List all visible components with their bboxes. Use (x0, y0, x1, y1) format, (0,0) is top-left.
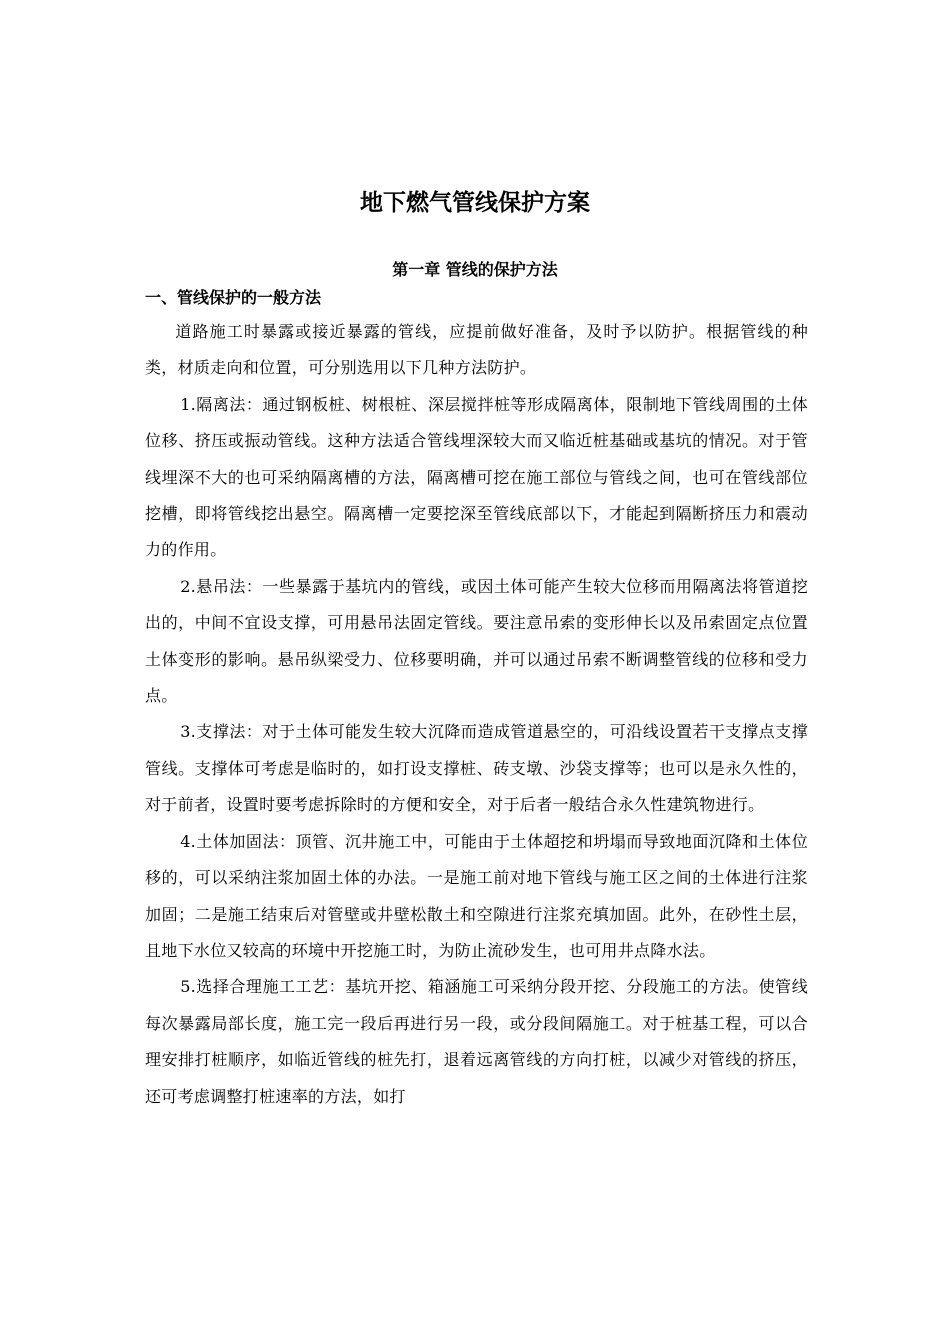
chapter-title: 第一章 管线的保护方法 (392, 260, 558, 279)
document-title: 地下燃气管线保护方案 (360, 189, 590, 216)
paragraph-construction-process: 5.选择合理施工工艺：基坑开挖、箱涵施工可采纳分段开挖、分段施工的方法。使管线每次暴露局部长度，施工完一段后再进行另一段，或分段间隔施工。对于桩基工程，可以合理安排打桩顺序，如临近管线的桩先打，退着远离管线的方向打桩，以减少对管线的挤压，还可考虑调整打桩速率的方法，如打 (145, 977, 808, 1106)
document-body (145, 314, 808, 1115)
paragraph-intro: 道路施工时暴露或接近暴露的管线，应提前做好准备，及时予以防护。根据管线的种类，材质走向和位置，可分别选用以下几种方法防护。 (145, 322, 808, 378)
paragraph-soil-reinforcement-method: 4.土体加固法：顶管、沉井施工中，可能由于土体超挖和坍塌而导致地面沉降和土体位移的，可以采纳注浆加固土体的办法。一是施工前对地下管线与施工区之间的土体进行注浆加固；二是施工结束后对管壁或井壁松散土和空隙进行注浆充填加固。此外，在砂性土层， 且地下水位又较高的环境中开挖施工时，为防止流砂发生，也可用井点降水法。 (145, 831, 808, 960)
paragraph-isolation-method: 1.隔离法：通过钢板桩、树根桩、深层搅拌桩等形成隔离体，限制地下管线周围的土体位移、挤压或振动管线。这种方法适合管线埋深较大而又临近桩基础或基坑的情况。对于管线埋深不大的也可采纳隔离槽的方法，隔离槽可挖在施工部位与管线之间，也可在管线部位挖槽，即将管线挖出悬空。隔离槽一定要挖深至管线底部以下，才能起到隔断挤压力和震动力的作用。 (145, 394, 808, 560)
paragraph-support-method: 3.支撑法：对于土体可能发生较大沉降而造成管道悬空的，可沿线设置若干支撑点支撑管线。支撑体可考虑是临时的，如打设支撑桩、砖支墩、沙袋支撑等；也可以是永久性的，对于前者，设置时要考虑拆除时的方便和安全，对于后者一般结合永久性建筑物进行。 (145, 722, 808, 815)
section-title: 一、管线保护的一般方法 (145, 288, 322, 307)
paragraph-suspension-method: 2.悬吊法：一些暴露于基坑内的管线，或因土体可能产生较大位移而用隔离法将管道挖出的，中间不宜设支撑，可用悬吊法固定管线。要注意吊索的变形伸长以及吊索固定点位置土体变形的影响。悬吊纵梁受力、位移要明确，并可以通过吊索不断调整管线的位移和受力点。 (145, 576, 808, 706)
